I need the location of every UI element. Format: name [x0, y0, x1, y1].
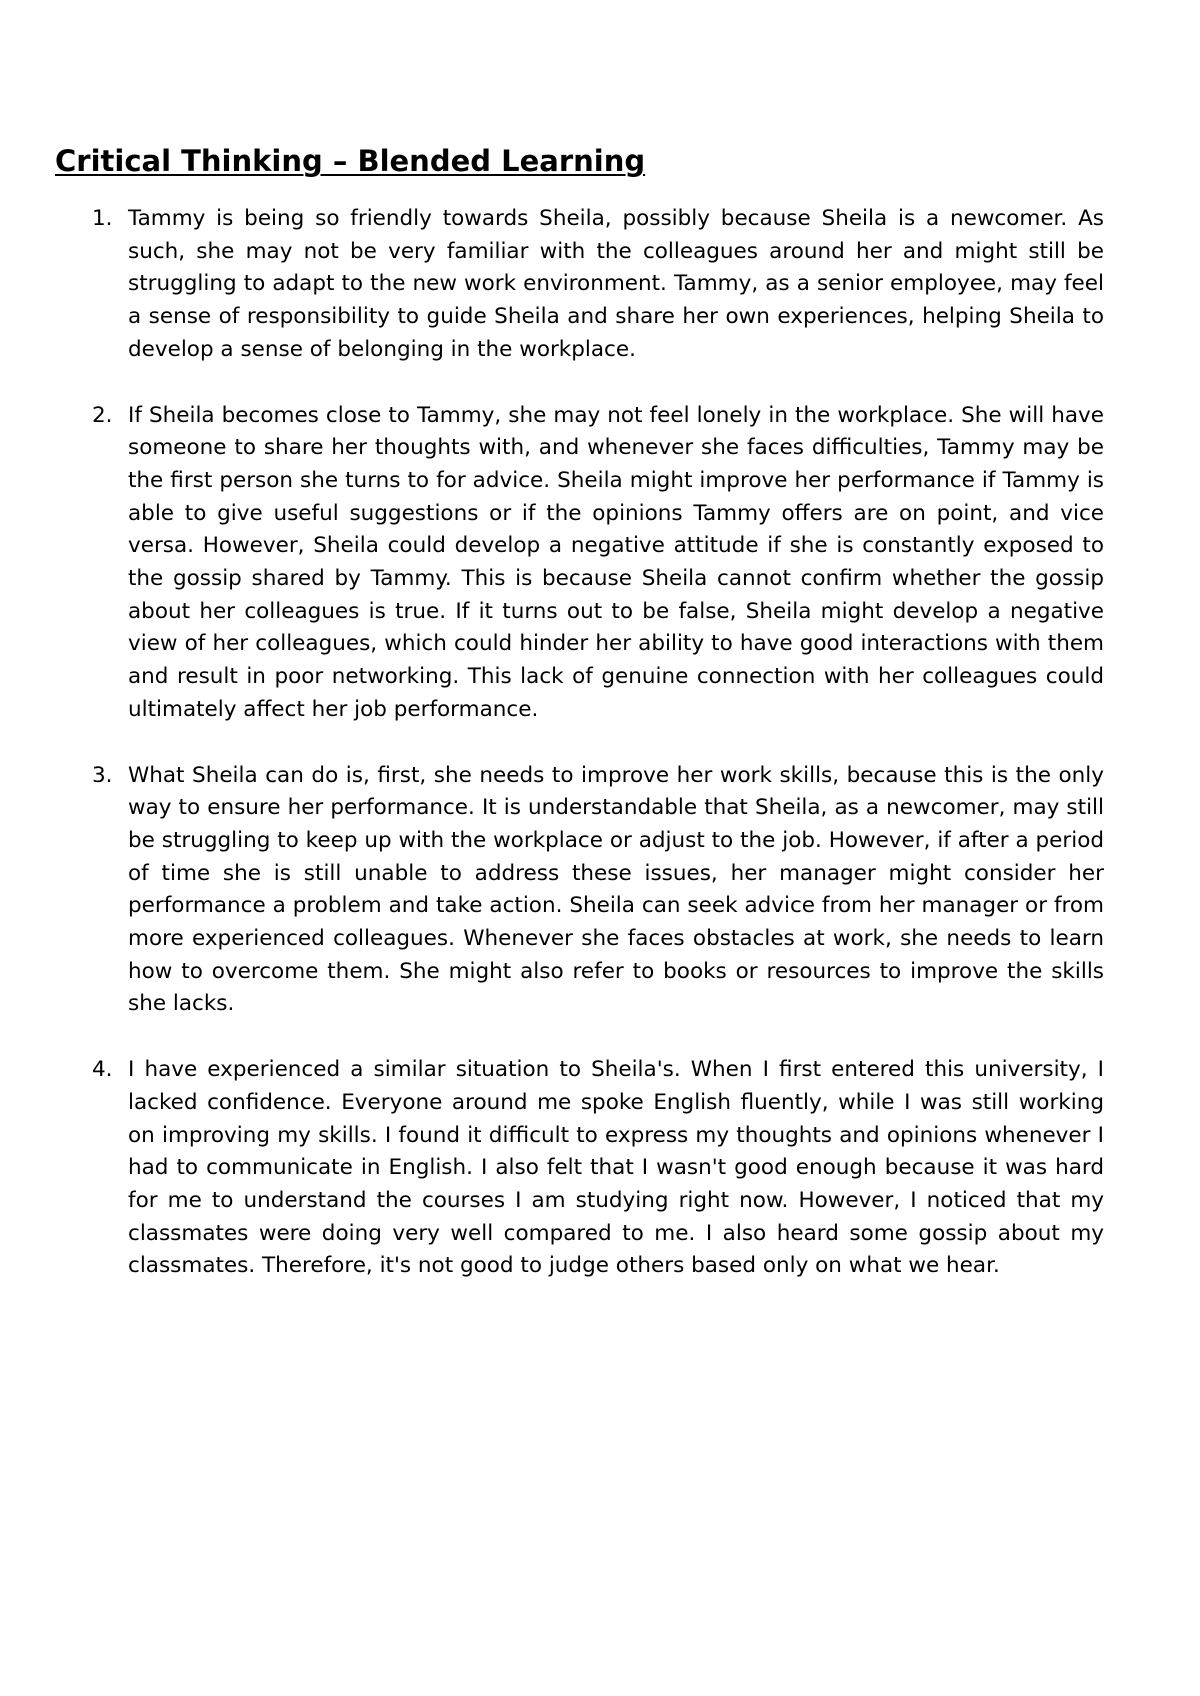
- answers-list: [92, 203, 1104, 1316]
- answer-number-4: 4.: [92, 1057, 113, 1083]
- answer-text-3: What Sheila can do is, first, she needs to improve her work skills, because this is the only way to ensure her performance. It is understandable that Sheila, as a newcomer, may still be struggling to keep up with the workplace or adjust to the job. However, if after a period of time she is still unable to address these issues, her manager might consider her performance a problem and take action. Sheila can seek advice from her manager or from more experienced colleagues. Whenever she faces obstacles at work, she needs to learn how to overcome them. She might also refer to books or resources to improve the skills she lacks.: [128, 762, 1104, 1017]
- answer-item-3: [92, 760, 1104, 1022]
- answer-item-4: [92, 1054, 1104, 1283]
- answer-item-1: [92, 203, 1104, 367]
- answer-text-2: If Sheila becomes close to Tammy, she may not feel lonely in the workplace. She will have someone to share her thoughts with, and whenever she faces difficulties, Tammy may be the first person she turns to for advice. Sheila might improve her performance if Tammy is able to give useful suggestions or if the opinions Tammy offers are on point, and vice versa. However, Sheila could develop a negative attitude if she is constantly exposed to the gossip shared by Tammy. This is because Sheila cannot confirm whether the gossip about her colleagues is true. If it turns out to be false, Sheila might develop a negative view of her colleagues, which could hinder her ability to have good interactions with them and result in poor networking. This lack of genuine connection with her colleagues could ultimately affect her job performance.: [128, 402, 1104, 722]
- answer-number-2: 2.: [92, 402, 113, 428]
- answer-item-2: [92, 400, 1104, 727]
- answer-number-1: 1.: [92, 206, 113, 231]
- answer-text-4: I have experienced a similar situation to Sheila's. When I first entered this university, I lacked confidence. Everyone around me spoke English fluently, while I was still working on improving my skills. I found it difficult to express my thoughts and opinions whenever I had to communicate in English. I also felt that I wasn't good enough because it was hard for me to understand the courses I am studying right now. However, I noticed that my classmates were doing very well compared to me. I also heard some gossip about my classmates. Therefore, it's not good to judge others based only on what we hear.: [128, 1057, 1104, 1279]
- answer-text-1: Tammy is being so friendly towards Sheila, possibly because Sheila is a newcomer. As such, she may not be very familiar with the colleagues around her and might still be struggling to adapt to the new work environment. Tammy, as a senior employee, may feel a sense of responsibility to guide Sheila and share her own experiences, helping Sheila to develop a sense of belonging in the workplace.: [128, 206, 1104, 362]
- document-title: Critical Thinking – Blended Learning: [55, 144, 646, 178]
- answer-number-3: 3.: [92, 762, 113, 788]
